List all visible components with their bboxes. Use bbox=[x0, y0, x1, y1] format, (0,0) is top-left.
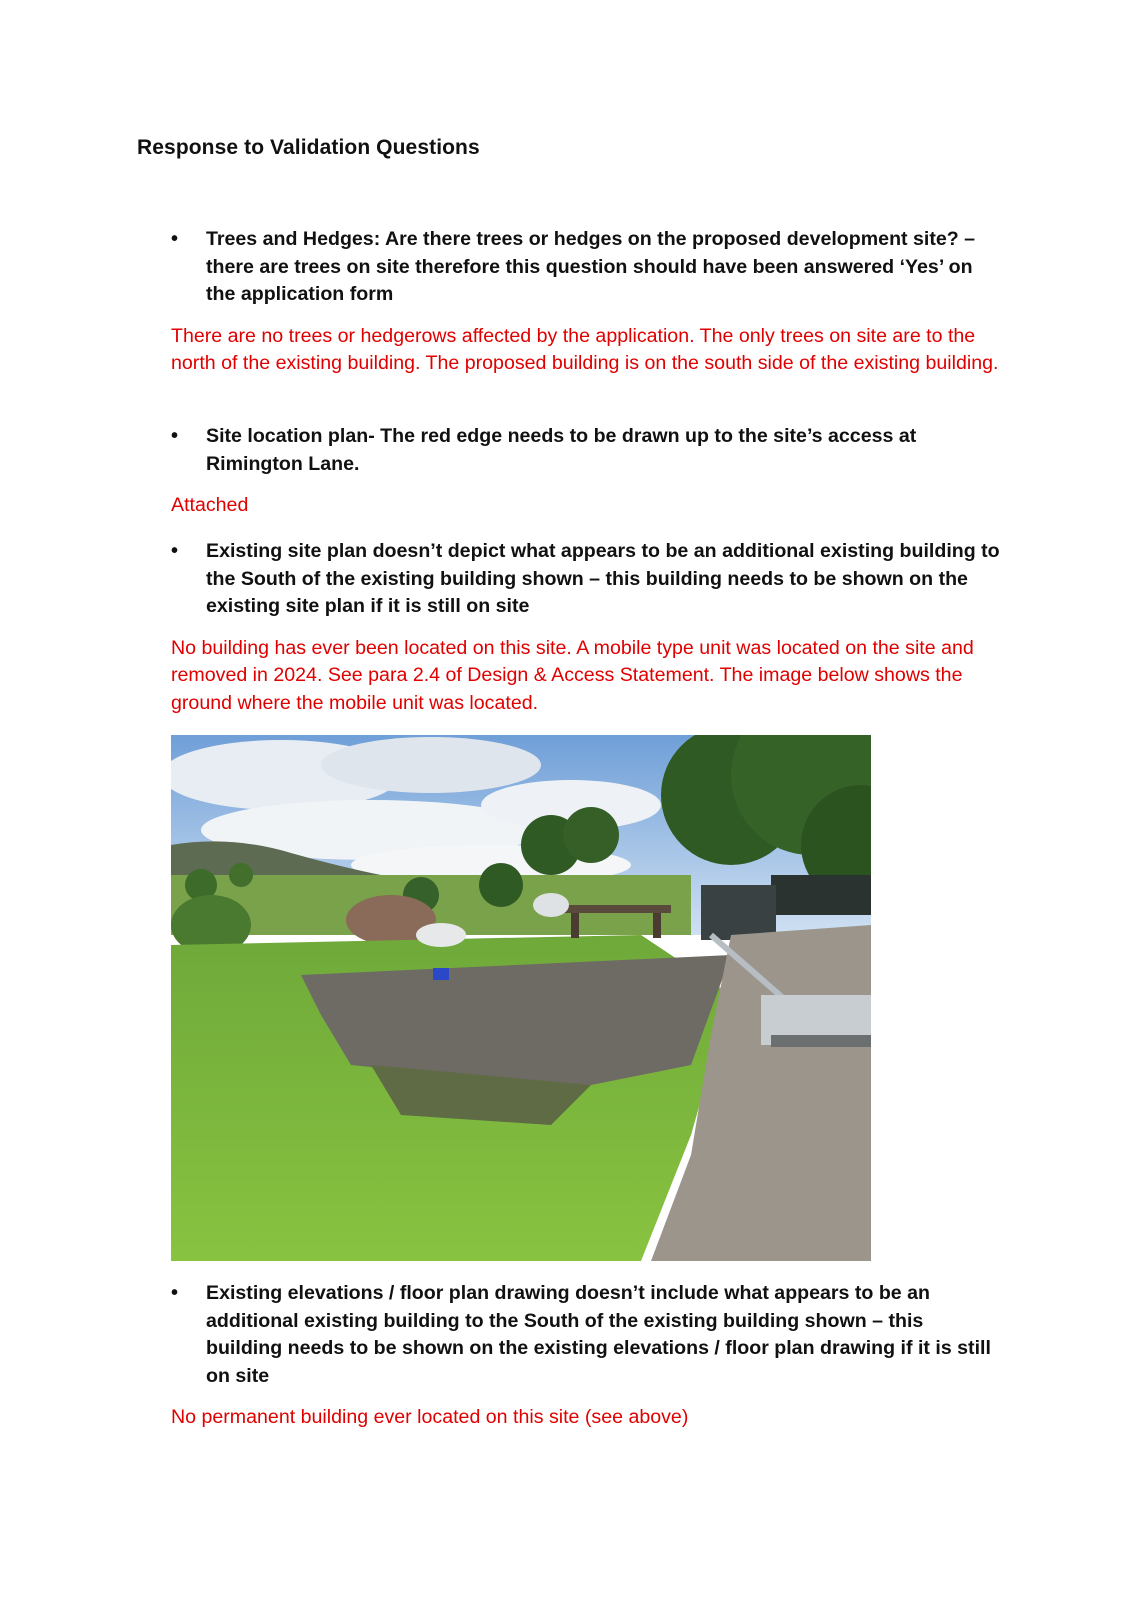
bullet: • bbox=[171, 1282, 179, 1304]
question-text: Site location plan- The red edge needs to be drawn up to the site’s access at Rimington Lane. bbox=[206, 425, 917, 475]
bullet: • bbox=[171, 228, 179, 250]
list-item bbox=[171, 1280, 1001, 1432]
site-photo bbox=[171, 735, 871, 1261]
answer-text: There are no trees or hedgerows affected by the application. The only trees on site are to the north of the existing building. The proposed building is on the south side of the existing building. bbox=[171, 324, 999, 374]
answer-text: No building has ever been located on this site. A mobile type unit was located on the site and removed in 2024. See para 2.4 of Design & Access Statement. The image below shows the ground where the mobile unit was located. bbox=[171, 636, 974, 714]
bullet: • bbox=[171, 425, 179, 447]
page-title: Response to Validation Questions bbox=[137, 136, 480, 159]
question-text: Trees and Hedges: Are there trees or hedges on the proposed development site? – there are trees on site therefore this question should have been answered ‘Yes’ on the application form bbox=[206, 228, 976, 305]
list-item bbox=[171, 226, 1001, 378]
answer-text: Attached bbox=[171, 494, 249, 516]
list-item bbox=[171, 538, 1001, 717]
bullet: • bbox=[171, 540, 179, 562]
list-item bbox=[171, 423, 1001, 520]
answer-text: No permanent building ever located on this site (see above) bbox=[171, 1406, 689, 1428]
question-text: Existing elevations / floor plan drawing doesn’t include what appears to be an additional existing building to the South of the existing building shown – this building needs to be shown on the existing elevations / floor plan drawing if it is still on site bbox=[206, 1282, 991, 1387]
question-text: Existing site plan doesn’t depict what appears to be an additional existing building to the South of the existing building shown – this building needs to be shown on the existing site plan if it is still on site bbox=[206, 540, 1000, 617]
